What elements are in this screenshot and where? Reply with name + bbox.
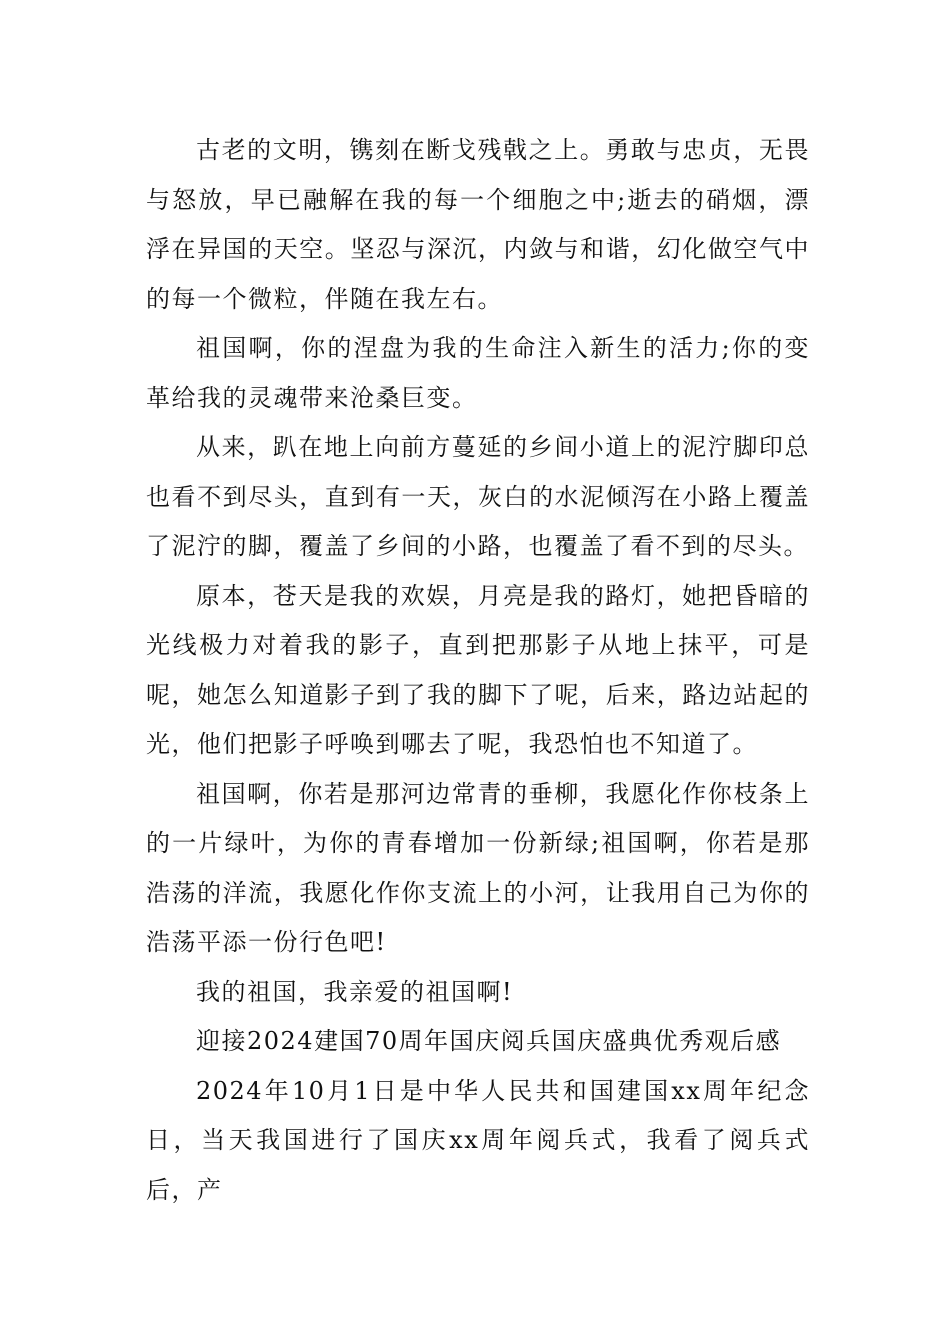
section-heading: 迎接2024建国70周年国庆阅兵国庆盛典优秀观后感	[196, 1027, 782, 1055]
paragraph-6: 我的祖国，我亲爱的祖国啊!	[196, 977, 514, 1006]
paragraph-4: 原本，苍天是我的欢娱，月亮是我的路灯，她把昏暗的光线极力对着我的影子，直到把那影子从地上抹平，可是呢，她怎么知道影子到了我的脚下了呢，后来，路边站起的光，他们把影子呼唤到哪去了呢，我恐怕也不知道了。	[146, 581, 810, 758]
paragraph-3: 从来，趴在地上向前方蔓延的乡间小道上的泥泞脚印总也看不到尽头，直到有一天，灰白的水泥倾泻在小路上覆盖了泥泞的脚，覆盖了乡间的小路，也覆盖了看不到的尽头。	[146, 433, 810, 560]
paragraph-5: 祖国啊，你若是那河边常青的垂柳，我愿化作你枝条上的一片绿叶，为你的青春增加一份新绿;祖国啊，你若是那浩荡的洋流，我愿化作你支流上的小河，让我用自己为你的浩荡平添一份行色吧!	[146, 779, 810, 956]
paragraph-7: 2024年10月1日是中华人民共和国建国xx周年纪念日，当天我国进行了国庆xx周年阅兵式，我看了阅兵式后，产	[146, 1076, 810, 1204]
paragraph-1: 古老的文明，镌刻在断戈残戟之上。勇敢与忠贞，无畏与怒放，早已融解在我的每一个细胞之中;逝去的硝烟，漂浮在异国的天空。坚忍与深沉，内敛与和谐，幻化做空气中的每一个微粒，伴随在我左右。	[146, 136, 810, 313]
paragraph-2: 祖国啊，你的涅盘为我的生命注入新生的活力;你的变革给我的灵魂带来沧桑巨变。	[146, 334, 810, 412]
document-page	[146, 126, 810, 1215]
